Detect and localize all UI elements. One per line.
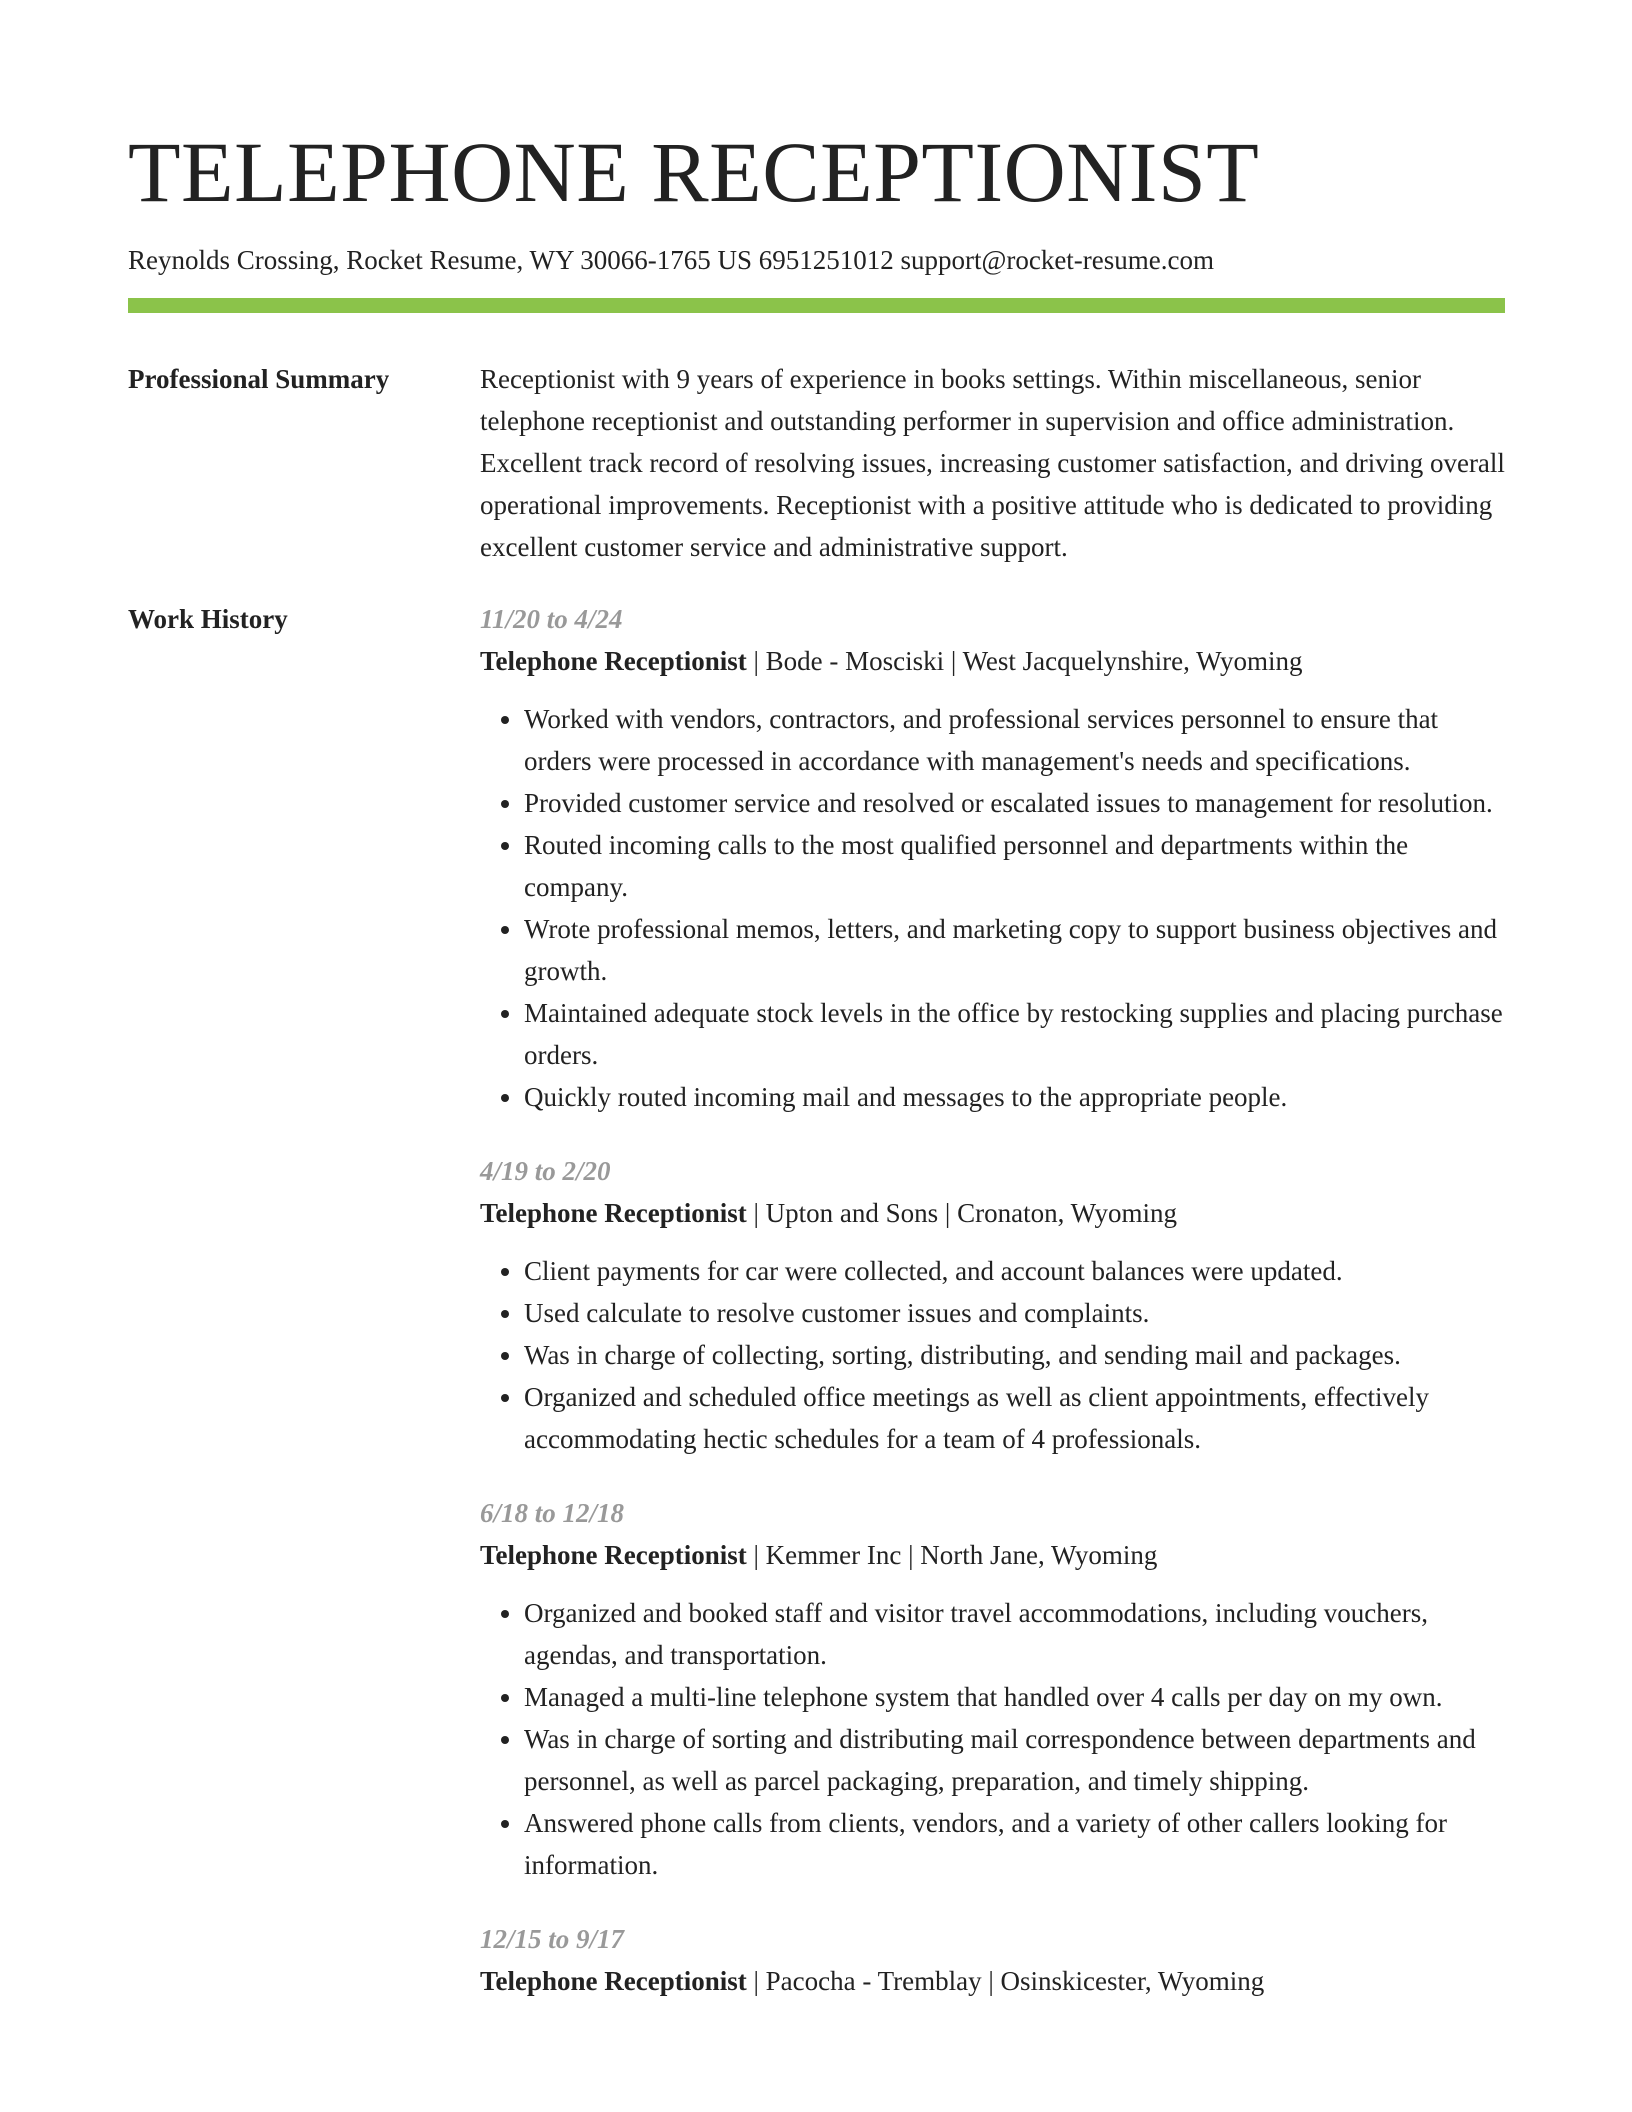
job-duty-item: • Worked with vendors, contractors, and professional services personnel to ensure that orders were processed in accordance with management's needs and specifications.: [524, 698, 1505, 782]
contact-address: Reynolds Crossing, Rocket Resume, WY 30066-1765 US: [128, 245, 752, 275]
contact-line: [128, 242, 1505, 278]
job-dates: 12/15 to 9/17: [480, 1924, 625, 1954]
section-label-professional-summary: Professional Summary: [128, 364, 390, 394]
job-entry: [480, 1150, 1505, 1460]
job-dates: 6/18 to 12/18: [480, 1498, 625, 1528]
work-history-body: [480, 598, 1505, 2034]
job-employer-location: | Kemmer Inc | North Jane, Wyoming: [753, 1540, 1158, 1570]
job-title: Telephone Receptionist: [480, 1198, 747, 1228]
contact-phone: 6951251012: [758, 245, 894, 275]
job-duty-item: • Organized and scheduled office meetings as well as client appointments, effectively accommodating hectic schedules for a team of 4 professionals.: [524, 1376, 1505, 1460]
job-entry: [480, 1492, 1505, 1886]
summary-body: [480, 358, 1505, 568]
job-duty-item: • Quickly routed incoming mail and messages to the appropriate people.: [524, 1076, 1505, 1118]
job-title: Telephone Receptionist: [480, 1540, 747, 1570]
professional-summary-section: [128, 358, 1505, 568]
job-duties-list: [480, 1250, 1505, 1460]
job-duty-item: • Client payments for car were collected, and account balances were updated.: [524, 1250, 1505, 1292]
job-dates: 11/20 to 4/24: [480, 604, 623, 634]
job-employer-location: | Pacocha - Tremblay | Osinskicester, Wyoming: [753, 1966, 1265, 1996]
job-title-line: [480, 640, 1505, 682]
job-duty-item: • Answered phone calls from clients, vendors, and a variety of other callers looking for information.: [524, 1802, 1505, 1886]
job-duty-item: • Was in charge of sorting and distributing mail correspondence between departments and personnel, as well as parcel packaging, preparation, and timely shipping.: [524, 1718, 1505, 1802]
job-title: Telephone Receptionist: [480, 1966, 747, 1996]
section-label-work-history: Work History: [128, 604, 288, 634]
job-entry: [480, 1918, 1505, 2002]
work-history-section: [128, 598, 1505, 2034]
job-duty-item: • Wrote professional memos, letters, and marketing copy to support business objectives and growth.: [524, 908, 1505, 992]
job-duty-item: • Was in charge of collecting, sorting, distributing, and sending mail and packages.: [524, 1334, 1505, 1376]
job-duties-list: [480, 698, 1505, 1118]
job-duty-item: • Managed a multi-line telephone system that handled over 4 calls per day on my own.: [524, 1676, 1505, 1718]
header-divider: [128, 298, 1505, 313]
job-duties-list: [480, 1592, 1505, 1886]
job-title-line: [480, 1534, 1505, 1576]
job-entry: [480, 598, 1505, 1118]
job-duty-item: • Routed incoming calls to the most qualified personnel and departments within the company.: [524, 824, 1505, 908]
resume-name: TELEPHONE RECEPTIONIST: [128, 124, 1260, 220]
job-duty-item: • Organized and booked staff and visitor travel accommodations, including vouchers, agendas, and transportation.: [524, 1592, 1505, 1676]
job-employer-location: | Bode - Mosciski | West Jacquelynshire, Wyoming: [753, 646, 1303, 676]
job-title-line: [480, 1192, 1505, 1234]
job-duty-item: • Used calculate to resolve customer issues and complaints.: [524, 1292, 1505, 1334]
job-title: Telephone Receptionist: [480, 646, 747, 676]
job-title-line: [480, 1960, 1505, 2002]
job-duty-item: • Provided customer service and resolved or escalated issues to management for resolution.: [524, 782, 1505, 824]
job-duty-item: • Maintained adequate stock levels in the office by restocking supplies and placing purchase orders.: [524, 992, 1505, 1076]
job-dates: 4/19 to 2/20: [480, 1156, 611, 1186]
resume-page: [128, 0, 1505, 2034]
job-employer-location: | Upton and Sons | Cronaton, Wyoming: [753, 1198, 1177, 1228]
summary-text: Receptionist with 9 years of experience in books settings. Within miscellaneous, senior telephone receptionist and outstanding performer in supervision and office administration. Excellent track record of resolving issues, increasing customer satisfaction, and driving overall operational improvements. Receptionist with a positive attitude who is dedicated to providing excellent customer service and administrative support.: [480, 364, 1505, 562]
contact-email: support@rocket-resume.com: [900, 245, 1215, 275]
